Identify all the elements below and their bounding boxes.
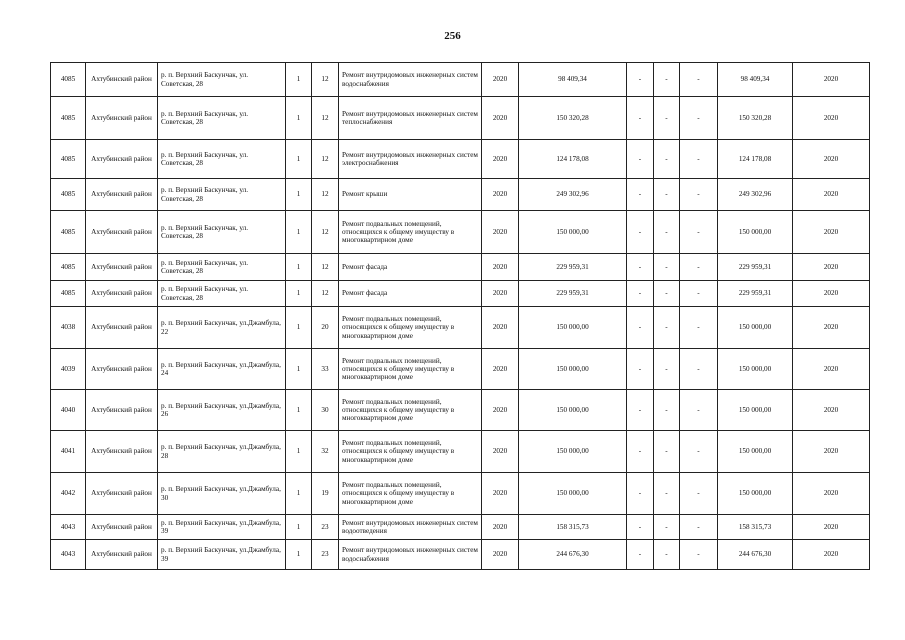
number-cell: 12 [312,281,339,307]
year-cell: 2020 [482,211,519,254]
total-cost-cell: 229 959,31 [718,281,793,307]
table-row [51,281,870,307]
completion-year-cell: 2020 [793,179,870,211]
dash-cell: - [654,349,680,390]
year-cell: 2020 [482,431,519,473]
table-row [51,390,870,431]
dash-cell: - [680,281,718,307]
total-cost-cell: 150 000,00 [718,307,793,349]
cost-cell: 98 409,34 [519,63,627,97]
completion-year-cell: 2020 [793,390,870,431]
count-cell: 1 [286,540,312,570]
work-type-cell: Ремонт подвальных помещений, относящихся к общему имуществу в многоквартирном доме [339,390,482,431]
number-cell: 12 [312,63,339,97]
count-cell: 1 [286,254,312,281]
cost-cell: 158 315,73 [519,515,627,540]
dash-cell: - [654,97,680,140]
completion-year-cell: 2020 [793,211,870,254]
year-cell: 2020 [482,63,519,97]
dash-cell: - [627,349,654,390]
dash-cell: - [680,540,718,570]
number-cell: 12 [312,140,339,179]
object-code-cell: 4040 [51,390,86,431]
number-cell: 19 [312,473,339,515]
count-cell: 1 [286,390,312,431]
object-code-cell: 4085 [51,140,86,179]
dash-cell: - [627,307,654,349]
cost-cell: 150 000,00 [519,431,627,473]
district-cell: Ахтубинский район [86,254,158,281]
total-cost-cell: 150 000,00 [718,349,793,390]
completion-year-cell: 2020 [793,349,870,390]
cost-cell: 150 000,00 [519,307,627,349]
dash-cell: - [680,390,718,431]
dash-cell: - [627,179,654,211]
count-cell: 1 [286,140,312,179]
dash-cell: - [627,281,654,307]
object-code-cell: 4085 [51,97,86,140]
address-cell: р. п. Верхний Баскунчак, ул. Советская, 28 [158,179,286,211]
cost-cell: 249 302,96 [519,179,627,211]
dash-cell: - [680,473,718,515]
work-type-cell: Ремонт подвальных помещений, относящихся к общему имуществу в многоквартирном доме [339,211,482,254]
total-cost-cell: 244 676,30 [718,540,793,570]
object-code-cell: 4041 [51,431,86,473]
dash-cell: - [680,431,718,473]
completion-year-cell: 2020 [793,254,870,281]
table-row [51,140,870,179]
repair-registry-table [50,62,870,570]
cost-cell: 229 959,31 [519,281,627,307]
dash-cell: - [680,97,718,140]
dash-cell: - [627,63,654,97]
dash-cell: - [654,540,680,570]
dash-cell: - [680,349,718,390]
cost-cell: 150 000,00 [519,211,627,254]
work-type-cell: Ремонт внутридомовых инженерных систем водоснабжения [339,63,482,97]
work-type-cell: Ремонт внутридомовых инженерных систем водоснабжения [339,540,482,570]
district-cell: Ахтубинский район [86,540,158,570]
number-cell: 12 [312,97,339,140]
address-cell: р. п. Верхний Баскунчак, ул.Джамбула, 24 [158,349,286,390]
year-cell: 2020 [482,473,519,515]
completion-year-cell: 2020 [793,431,870,473]
number-cell: 12 [312,254,339,281]
completion-year-cell: 2020 [793,473,870,515]
count-cell: 1 [286,473,312,515]
dash-cell: - [654,179,680,211]
completion-year-cell: 2020 [793,281,870,307]
dash-cell: - [680,140,718,179]
dash-cell: - [627,211,654,254]
object-code-cell: 4085 [51,63,86,97]
dash-cell: - [654,473,680,515]
count-cell: 1 [286,349,312,390]
district-cell: Ахтубинский район [86,431,158,473]
object-code-cell: 4085 [51,254,86,281]
district-cell: Ахтубинский район [86,307,158,349]
address-cell: р. п. Верхний Баскунчак, ул. Советская, 28 [158,63,286,97]
object-code-cell: 4042 [51,473,86,515]
number-cell: 12 [312,211,339,254]
district-cell: Ахтубинский район [86,281,158,307]
district-cell: Ахтубинский район [86,515,158,540]
object-code-cell: 4085 [51,179,86,211]
dash-cell: - [654,254,680,281]
number-cell: 30 [312,390,339,431]
page-number: 256 [444,30,461,42]
count-cell: 1 [286,97,312,140]
table-row [51,179,870,211]
year-cell: 2020 [482,281,519,307]
total-cost-cell: 98 409,34 [718,63,793,97]
dash-cell: - [680,179,718,211]
total-cost-cell: 150 000,00 [718,211,793,254]
work-type-cell: Ремонт подвальных помещений, относящихся к общему имуществу в многоквартирном доме [339,431,482,473]
year-cell: 2020 [482,140,519,179]
dash-cell: - [627,390,654,431]
number-cell: 12 [312,179,339,211]
total-cost-cell: 249 302,96 [718,179,793,211]
dash-cell: - [654,140,680,179]
work-type-cell: Ремонт подвальных помещений, относящихся к общему имуществу в многоквартирном доме [339,473,482,515]
dash-cell: - [680,515,718,540]
total-cost-cell: 150 000,00 [718,431,793,473]
total-cost-cell: 124 178,08 [718,140,793,179]
dash-cell: - [627,140,654,179]
dash-cell: - [627,431,654,473]
address-cell: р. п. Верхний Баскунчак, ул.Джамбула, 28 [158,431,286,473]
number-cell: 23 [312,540,339,570]
district-cell: Ахтубинский район [86,390,158,431]
address-cell: р. п. Верхний Баскунчак, ул. Советская, 28 [158,140,286,179]
address-cell: р. п. Верхний Баскунчак, ул.Джамбула, 39 [158,540,286,570]
object-code-cell: 4085 [51,281,86,307]
district-cell: Ахтубинский район [86,349,158,390]
year-cell: 2020 [482,540,519,570]
table-row [51,515,870,540]
completion-year-cell: 2020 [793,97,870,140]
district-cell: Ахтубинский район [86,97,158,140]
address-cell: р. п. Верхний Баскунчак, ул.Джамбула, 30 [158,473,286,515]
completion-year-cell: 2020 [793,515,870,540]
completion-year-cell: 2020 [793,140,870,179]
number-cell: 33 [312,349,339,390]
dash-cell: - [680,211,718,254]
district-cell: Ахтубинский район [86,473,158,515]
count-cell: 1 [286,211,312,254]
work-type-cell: Ремонт внутридомовых инженерных систем электроснабжения [339,140,482,179]
table-row [51,473,870,515]
object-code-cell: 4043 [51,515,86,540]
dash-cell: - [654,281,680,307]
dash-cell: - [654,211,680,254]
cost-cell: 150 000,00 [519,349,627,390]
table-row [51,307,870,349]
cost-cell: 150 000,00 [519,390,627,431]
object-code-cell: 4085 [51,211,86,254]
dash-cell: - [627,254,654,281]
total-cost-cell: 150 000,00 [718,390,793,431]
count-cell: 1 [286,63,312,97]
table-row [51,540,870,570]
year-cell: 2020 [482,307,519,349]
dash-cell: - [654,515,680,540]
work-type-cell: Ремонт внутридомовых инженерных систем теплоснабжения [339,97,482,140]
table-body [51,63,870,570]
number-cell: 32 [312,431,339,473]
dash-cell: - [680,307,718,349]
address-cell: р. п. Верхний Баскунчак, ул.Джамбула, 22 [158,307,286,349]
address-cell: р. п. Верхний Баскунчак, ул. Советская, 28 [158,211,286,254]
dash-cell: - [654,431,680,473]
dash-cell: - [680,254,718,281]
object-code-cell: 4038 [51,307,86,349]
cost-cell: 150 000,00 [519,473,627,515]
count-cell: 1 [286,515,312,540]
cost-cell: 229 959,31 [519,254,627,281]
cost-cell: 124 178,08 [519,140,627,179]
dash-cell: - [654,63,680,97]
district-cell: Ахтубинский район [86,179,158,211]
total-cost-cell: 229 959,31 [718,254,793,281]
address-cell: р. п. Верхний Баскунчак, ул.Джамбула, 26 [158,390,286,431]
number-cell: 20 [312,307,339,349]
work-type-cell: Ремонт внутридомовых инженерных систем водоотведения [339,515,482,540]
cost-cell: 150 320,28 [519,97,627,140]
count-cell: 1 [286,431,312,473]
completion-year-cell: 2020 [793,540,870,570]
year-cell: 2020 [482,254,519,281]
number-cell: 23 [312,515,339,540]
work-type-cell: Ремонт крыши [339,179,482,211]
count-cell: 1 [286,307,312,349]
dash-cell: - [627,97,654,140]
dash-cell: - [627,473,654,515]
count-cell: 1 [286,179,312,211]
dash-cell: - [654,307,680,349]
work-type-cell: Ремонт фасада [339,281,482,307]
dash-cell: - [654,390,680,431]
district-cell: Ахтубинский район [86,211,158,254]
table-row [51,63,870,97]
total-cost-cell: 150 320,28 [718,97,793,140]
table-row [51,97,870,140]
completion-year-cell: 2020 [793,63,870,97]
district-cell: Ахтубинский район [86,63,158,97]
dash-cell: - [627,515,654,540]
address-cell: р. п. Верхний Баскунчак, ул.Джамбула, 39 [158,515,286,540]
district-cell: Ахтубинский район [86,140,158,179]
total-cost-cell: 158 315,73 [718,515,793,540]
object-code-cell: 4039 [51,349,86,390]
address-cell: р. п. Верхний Баскунчак, ул. Советская, 28 [158,281,286,307]
address-cell: р. п. Верхний Баскунчак, ул. Советская, 28 [158,254,286,281]
work-type-cell: Ремонт подвальных помещений, относящихся к общему имуществу в многоквартирном доме [339,349,482,390]
count-cell: 1 [286,281,312,307]
table-row [51,349,870,390]
work-type-cell: Ремонт фасада [339,254,482,281]
table-row [51,211,870,254]
year-cell: 2020 [482,390,519,431]
work-type-cell: Ремонт подвальных помещений, относящихся к общему имуществу в многоквартирном доме [339,307,482,349]
object-code-cell: 4043 [51,540,86,570]
year-cell: 2020 [482,97,519,140]
total-cost-cell: 150 000,00 [718,473,793,515]
table-row [51,431,870,473]
completion-year-cell: 2020 [793,307,870,349]
dash-cell: - [680,63,718,97]
table-row [51,254,870,281]
cost-cell: 244 676,30 [519,540,627,570]
year-cell: 2020 [482,349,519,390]
dash-cell: - [627,540,654,570]
year-cell: 2020 [482,179,519,211]
address-cell: р. п. Верхний Баскунчак, ул. Советская, 28 [158,97,286,140]
year-cell: 2020 [482,515,519,540]
